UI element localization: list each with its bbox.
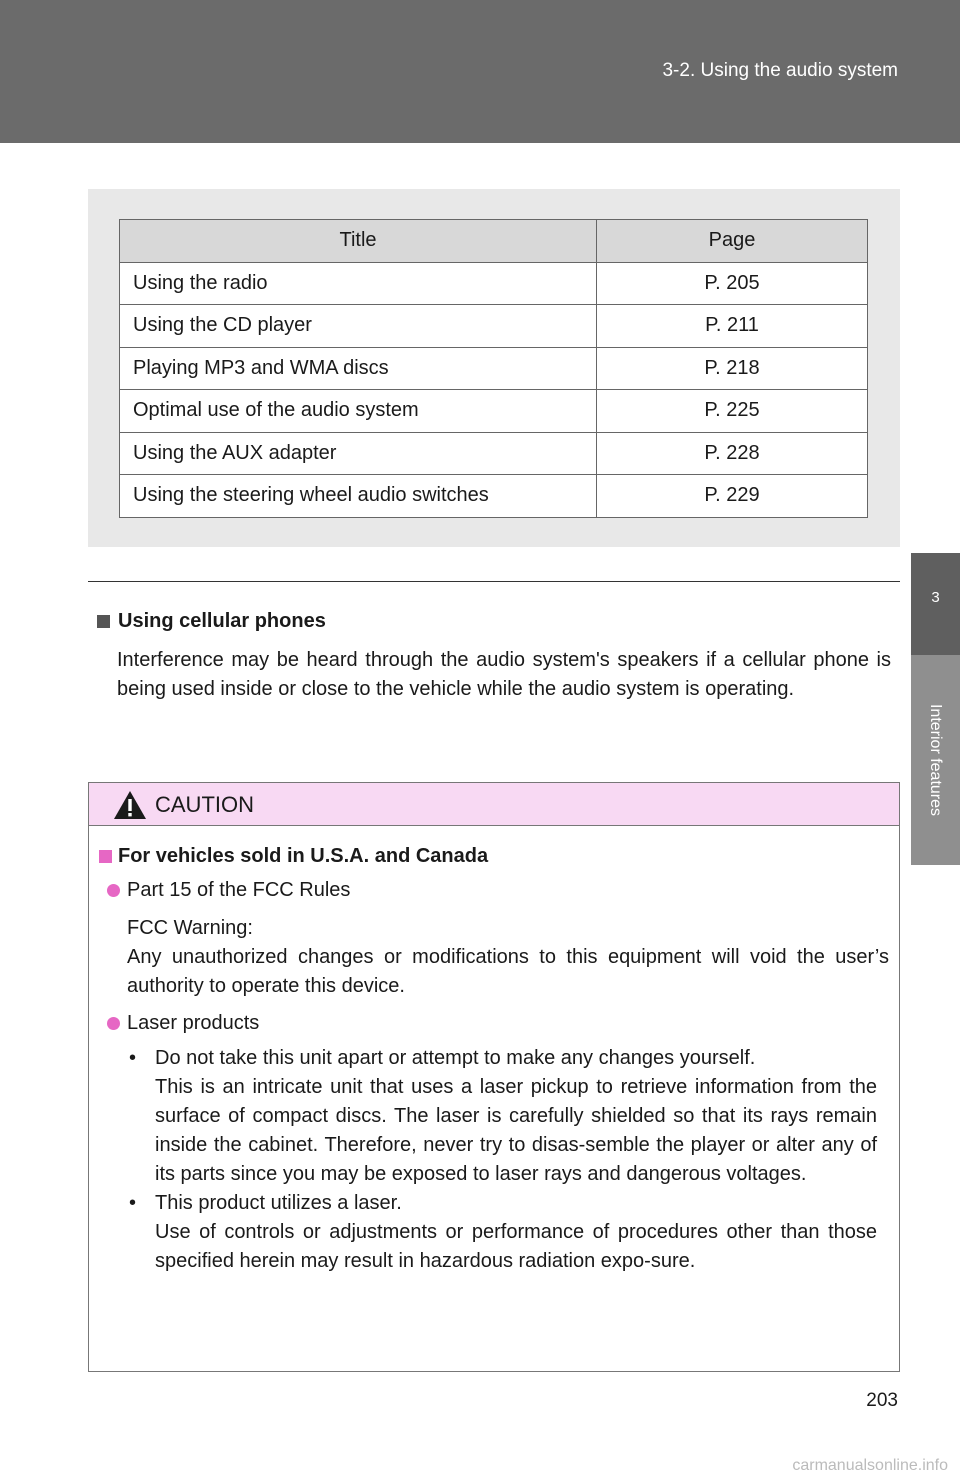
fcc-warning-title: FCC Warning: [127, 917, 253, 939]
list-item [129, 1044, 889, 1189]
table-header-row [120, 220, 868, 263]
circle-bullet-icon [107, 1017, 120, 1030]
fcc-warning [127, 914, 889, 1001]
table-row [120, 390, 868, 433]
square-bullet-icon [99, 850, 112, 863]
watermark: carmanualsonline.info [792, 1457, 948, 1474]
square-bullet-icon [97, 615, 110, 628]
laser-bullet-text: Laser products [127, 1012, 260, 1034]
table-row [120, 347, 868, 390]
note-heading-text: Using cellular phones [118, 610, 326, 632]
caution-header [89, 783, 899, 826]
row-page-link[interactable]: P. 228 [597, 432, 868, 475]
caution-heading [99, 845, 889, 868]
laser-list [129, 1044, 889, 1276]
header-bar [0, 0, 960, 143]
list-item [129, 1189, 889, 1276]
laser-item-first-line: Do not take this unit apart or attempt to make any changes yourself. [155, 1047, 756, 1069]
row-title: Using the radio [120, 262, 597, 305]
section-title: 3-2. Using the audio system [662, 60, 898, 81]
dot-bullet-icon: • [129, 1047, 137, 1069]
caution-heading-text: For vehicles sold in U.S.A. and Canada [118, 845, 489, 867]
caution-body [99, 845, 889, 1276]
row-page-link[interactable]: P. 218 [597, 347, 868, 390]
laser-item-text: Use of controls or adjustments or performance of procedures other than those specified herein may result in hazardous radiation expo-sure. [155, 1221, 877, 1272]
row-title: Using the AUX adapter [120, 432, 597, 475]
row-page-link[interactable]: P. 225 [597, 390, 868, 433]
circle-bullet-icon [107, 884, 120, 897]
warning-triangle-icon [113, 790, 147, 820]
caution-box [88, 782, 900, 1372]
fcc-warning-text: Any unauthorized changes or modifications to this equipment will void the user’s authority to operate this device. [127, 946, 889, 997]
chapter-label: Interior features [927, 703, 944, 817]
fcc-bullet [107, 879, 889, 902]
index-table [119, 219, 868, 518]
column-header-title: Title [120, 220, 597, 263]
chapter-label-band [911, 655, 960, 865]
dot-bullet-icon: • [129, 1192, 137, 1214]
note-heading [97, 610, 891, 633]
chapter-tab[interactable] [911, 553, 960, 655]
note-body: Interference may be heard through the audio system's speakers if a cellular phone is being used inside or close to the vehicle while the audio system is operating. [117, 649, 891, 700]
laser-item-text: This is an intricate unit that uses a laser pickup to retrieve information from the surface of compact discs. The laser is carefully shielded so that its rays remain inside the cabinet. Therefore, never try to disas-semble the player or alter any of its parts since you may be exposed to laser rays and dangerous voltages. [155, 1076, 877, 1185]
row-title: Optimal use of the audio system [120, 390, 597, 433]
laser-item-first-line: This product utilizes a laser. [155, 1192, 402, 1214]
row-title: Using the CD player [120, 305, 597, 348]
table-row [120, 305, 868, 348]
row-page-link[interactable]: P. 211 [597, 305, 868, 348]
chapter-number: 3 [931, 589, 940, 606]
table-row [120, 475, 868, 518]
row-page-link[interactable]: P. 229 [597, 475, 868, 518]
laser-bullet [107, 1012, 889, 1035]
table-row [120, 432, 868, 475]
column-header-page: Page [597, 220, 868, 263]
table-row [120, 262, 868, 305]
fcc-bullet-text: Part 15 of the FCC Rules [127, 879, 351, 901]
section-divider [88, 581, 900, 582]
note-section [97, 610, 891, 704]
row-title: Playing MP3 and WMA discs [120, 347, 597, 390]
row-page-link[interactable]: P. 205 [597, 262, 868, 305]
caution-label: CAUTION [155, 792, 254, 817]
page-number: 203 [866, 1390, 898, 1411]
row-title: Using the steering wheel audio switches [120, 475, 597, 518]
